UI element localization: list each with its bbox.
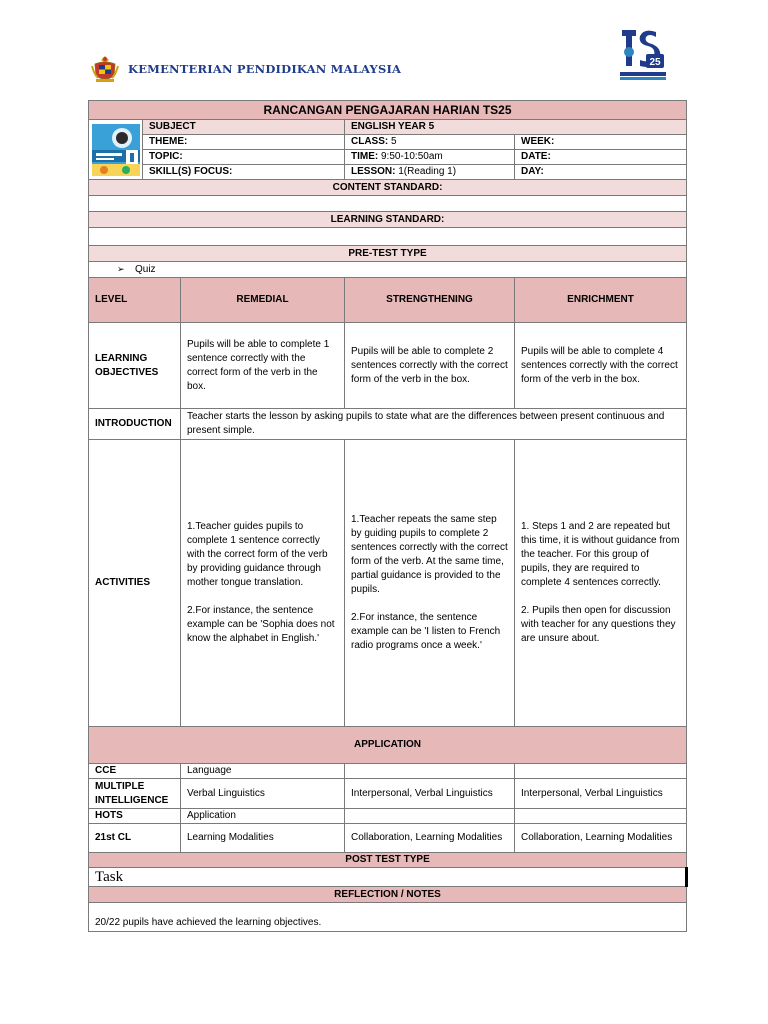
subject-value: ENGLISH YEAR 5: [345, 120, 687, 135]
ministry-name: KEMENTERIAN PENDIDIKAN MALAYSIA: [128, 62, 402, 76]
theme-label: THEME:: [143, 135, 345, 150]
ts25-logo-icon: [616, 24, 670, 82]
multiple-intelligence-line2: INTELLIGENCE: [95, 794, 169, 806]
learning-objectives-label: [89, 323, 181, 409]
cl-strengthening: Collaboration, Learning Modalities: [345, 824, 515, 853]
ministry-crest-icon: [90, 54, 120, 84]
day-label: DAY:: [515, 165, 687, 180]
21st-cl-label: 21st CL: [89, 824, 181, 853]
activities-strengthening: [345, 440, 515, 727]
topic-label: TOPIC:: [143, 150, 345, 165]
enrichment-header: ENRICHMENT: [515, 278, 687, 323]
objective-enrichment: Pupils will be able to complete 4 sentences correctly with the correct form of the verb in the box.: [515, 323, 687, 409]
hots-enrichment: [515, 809, 687, 824]
mi-enrichment: Interpersonal, Verbal Linguistics: [515, 779, 687, 809]
mi-strengthening: Interpersonal, Verbal Linguistics: [345, 779, 515, 809]
cce-enrichment: [515, 764, 687, 779]
learning-objectives-line2: OBJECTIVES: [95, 366, 159, 378]
introduction-label: INTRODUCTION: [89, 409, 181, 440]
level-header: LEVEL: [89, 278, 181, 323]
activities-label: ACTIVITIES: [89, 440, 181, 727]
pretest-value: Quiz: [135, 264, 156, 275]
learning-standard-value: [89, 228, 687, 246]
objective-remedial: Pupils will be able to complete 1 sentence correctly with the correct form of the verb in the box.: [181, 323, 345, 409]
post-test-type-label: POST TEST TYPE: [89, 853, 687, 868]
time-field: [345, 150, 515, 165]
lesson-label: LESSON:: [351, 166, 396, 177]
class-field: [345, 135, 515, 150]
lesson-value: 1(Reading 1): [398, 166, 457, 177]
subject-label: SUBJECT: [143, 120, 345, 135]
remedial-header: REMEDIAL: [181, 278, 345, 323]
activity-remedial-step1: 1.Teacher guides pupils to complete 1 sentence correctly with the correct form of the verb by providing guidance through mother tongue translation.: [187, 521, 328, 588]
activities-remedial: [181, 440, 345, 727]
multiple-intelligence-line1: MULTIPLE: [95, 780, 145, 792]
learning-standard-label: LEARNING STANDARD:: [89, 212, 687, 228]
reflection-notes-text: 20/22 pupils have achieved the learning objectives.: [89, 903, 687, 932]
cce-remedial: Language: [181, 764, 345, 779]
hots-remedial: Application: [181, 809, 345, 824]
activity-remedial-step2: 2.For instance, the sentence example can be 'Sophia does not know the alphabet in English.': [187, 605, 335, 644]
plan-title: RANCANGAN PENGAJARAN HARIAN TS25: [89, 101, 687, 120]
reflection-notes-label: REFLECTION / NOTES: [89, 887, 687, 903]
mi-remedial: Verbal Linguistics: [181, 779, 345, 809]
activities-enrichment: [515, 440, 687, 727]
hots-strengthening: [345, 809, 515, 824]
hots-label: HOTS: [89, 809, 181, 824]
cce-strengthening: [345, 764, 515, 779]
week-label: WEEK:: [515, 135, 687, 150]
content-standard-label: CONTENT STANDARD:: [89, 180, 687, 196]
page-header: [0, 0, 768, 100]
pretest-type-value: [89, 262, 687, 278]
content-standard-value: [89, 196, 687, 212]
time-value: 9:50-10:50am: [381, 151, 443, 162]
bullet-arrow-icon: ➢: [117, 264, 125, 274]
activity-enrichment-step1: 1. Steps 1 and 2 are repeated but this time, it is without guidance from the teacher. For this group of pupils, they are required to complete 4 sentences correctly.: [521, 521, 680, 588]
application-label: APPLICATION: [89, 727, 687, 764]
cl-remedial: Learning Modalities: [181, 824, 345, 853]
date-label: DATE:: [515, 150, 687, 165]
cl-enrichment: Collaboration, Learning Modalities: [515, 824, 687, 853]
skill-focus-label: SKILL(S) FOCUS:: [143, 165, 345, 180]
introduction-text: Teacher starts the lesson by asking pupils to state what are the differences between present continuous and present simple.: [181, 409, 687, 440]
activity-enrichment-step2: 2. Pupils then open for discussion with teacher for any questions they are unsure about.: [521, 605, 676, 644]
objective-strengthening: Pupils will be able to complete 2 sentences correctly with the correct form of the verb in the box.: [345, 323, 515, 409]
cce-label: CCE: [89, 764, 181, 779]
lesson-plan-table: [88, 100, 688, 932]
multiple-intelligence-label: [89, 779, 181, 809]
textbook-thumbnail: [89, 120, 143, 180]
svg-text:25: 25: [649, 57, 661, 68]
ministry-branding: [90, 54, 401, 84]
activity-strengthening-step2: 2.For instance, the sentence example can be 'I listen to French radio programs once a week.': [351, 612, 501, 651]
textbook-cover-icon: [92, 124, 140, 176]
pretest-type-label: PRE-TEST TYPE: [89, 246, 687, 262]
post-test-type-value: Task: [89, 868, 687, 887]
activity-strengthening-step1: 1.Teacher repeats the same step by guiding pupils to complete 2 sentences correctly with the correct form of the verb. At the same time, partial guidance is provided to the pupils.: [351, 514, 508, 595]
learning-objectives-line1: LEARNING: [95, 352, 148, 364]
time-label: TIME:: [351, 151, 379, 162]
strengthening-header: STRENGTHENING: [345, 278, 515, 323]
class-value: 5: [391, 136, 397, 147]
lesson-field: [345, 165, 515, 180]
class-label: CLASS:: [351, 136, 389, 147]
